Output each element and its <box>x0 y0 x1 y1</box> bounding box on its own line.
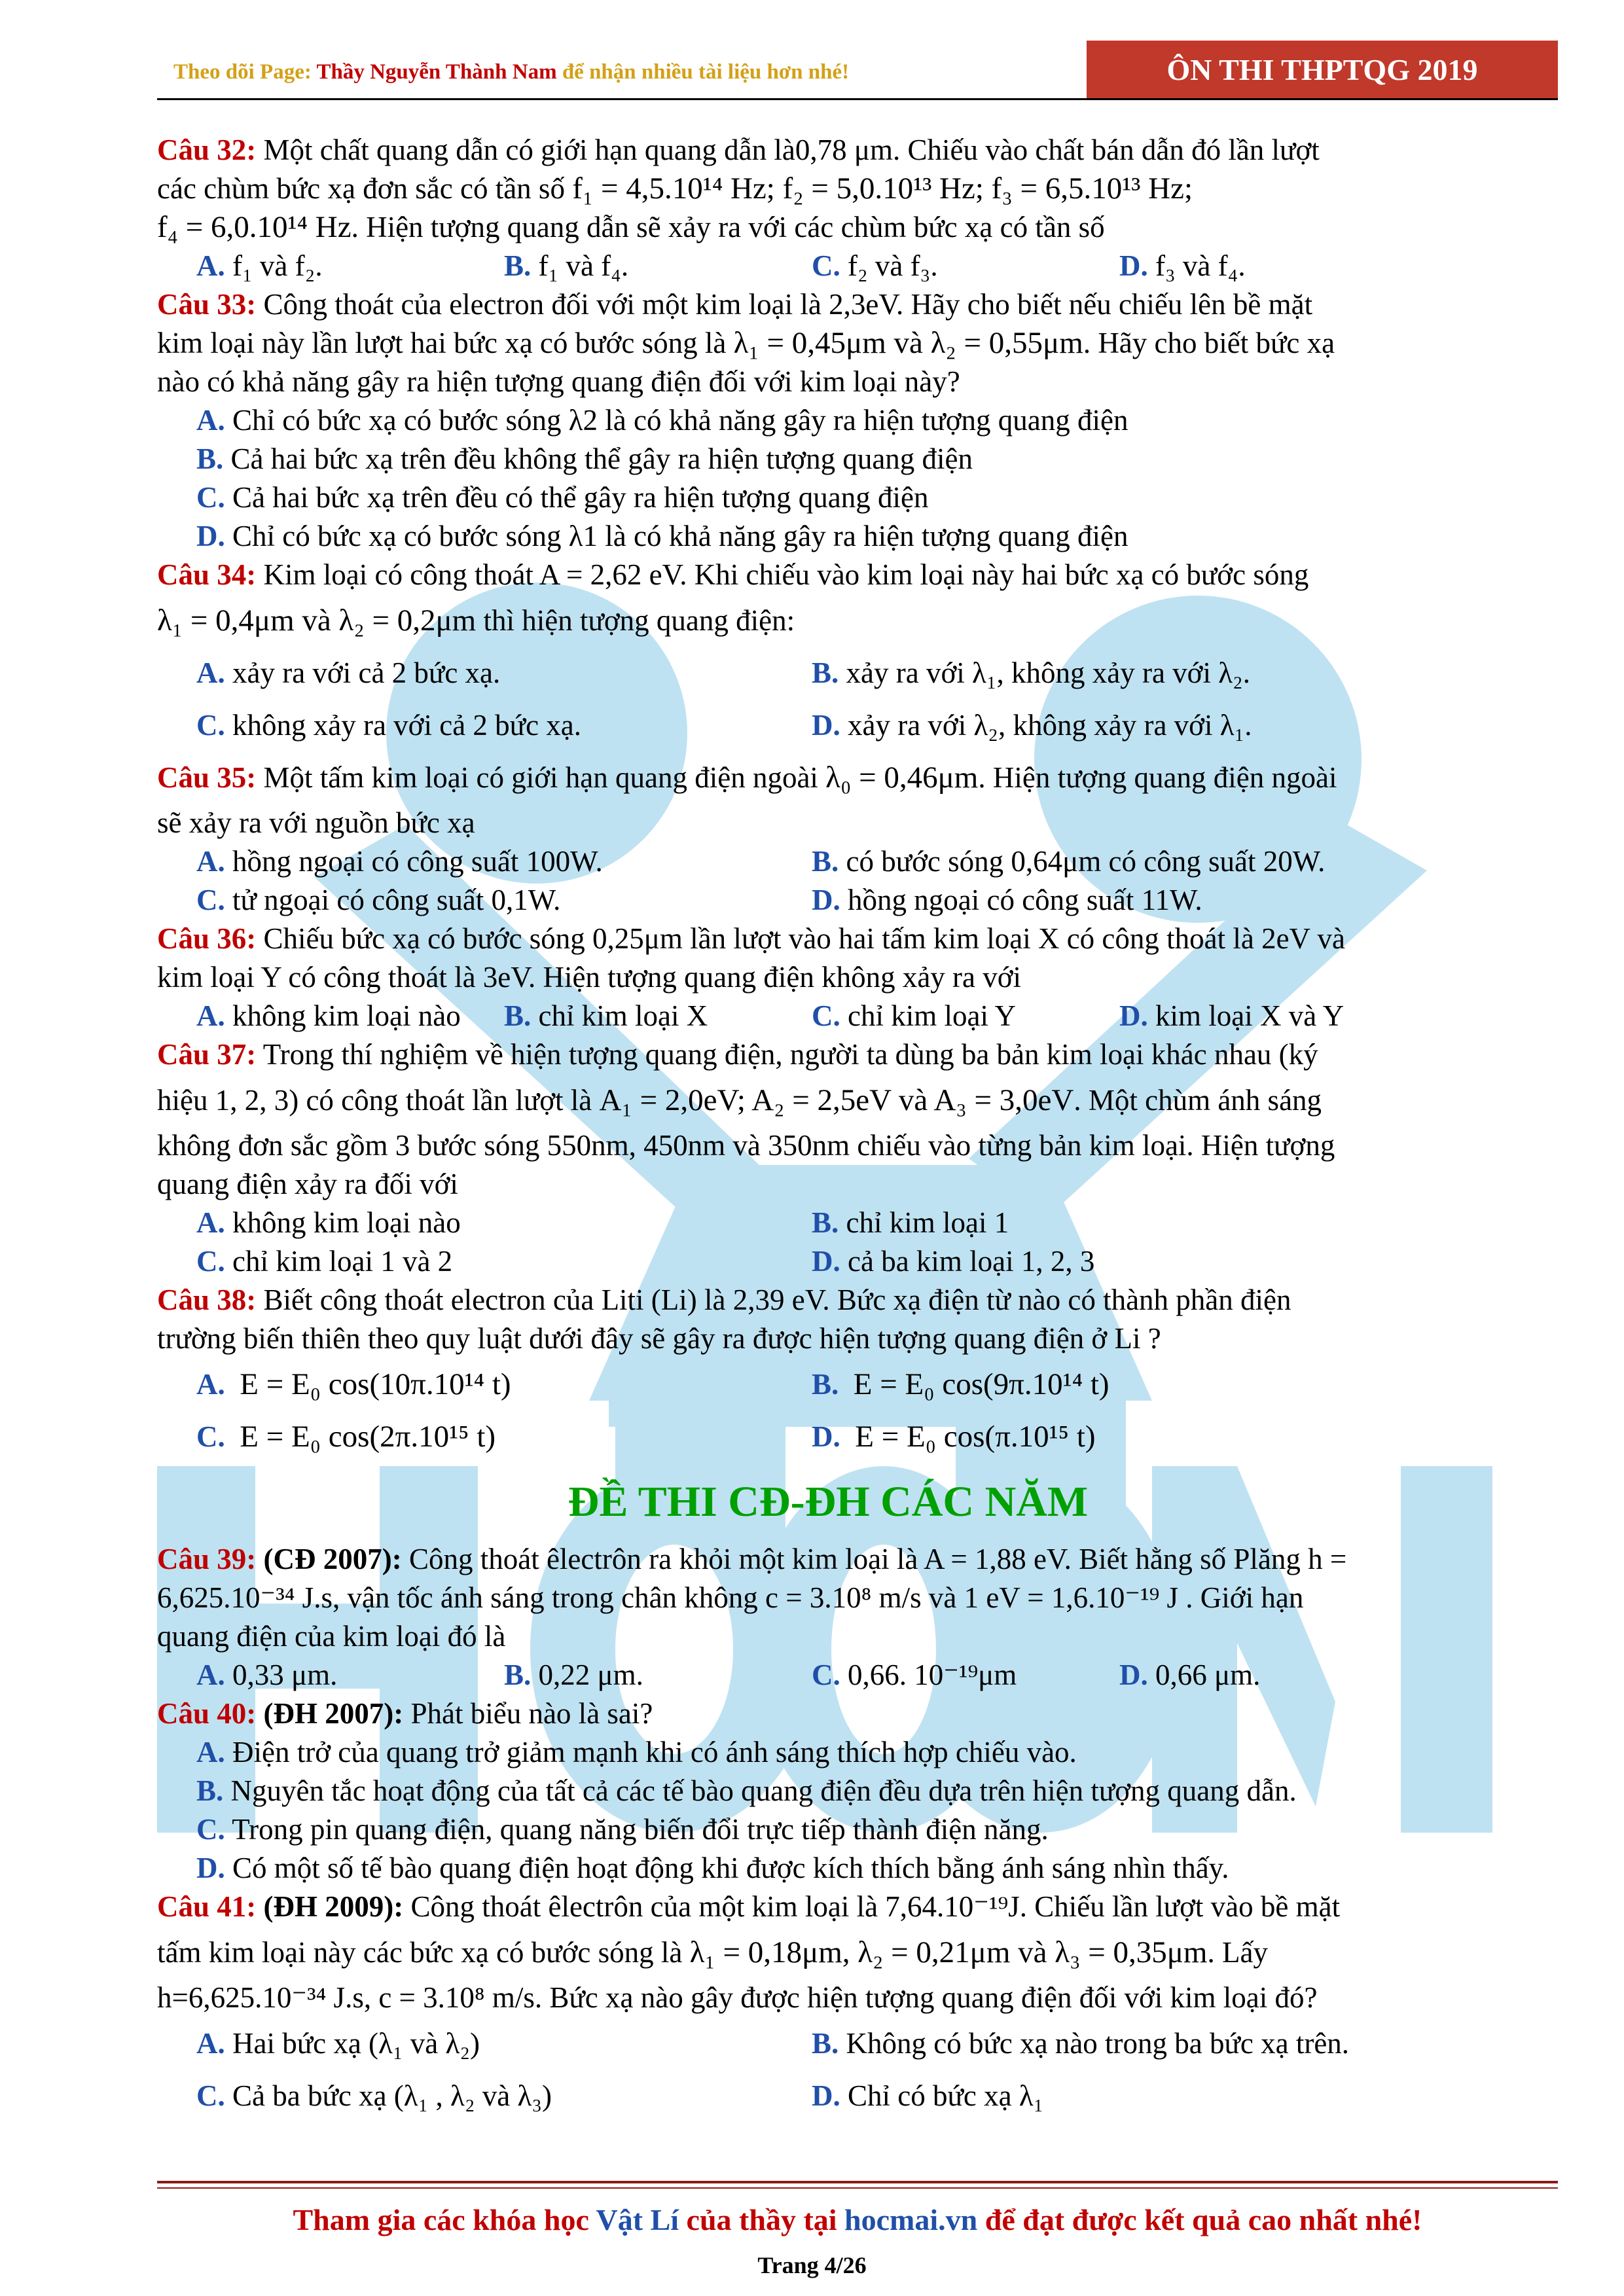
question-label: Câu 37: <box>157 1038 257 1071</box>
option-d <box>1119 247 1427 285</box>
option-d <box>812 1242 1427 1281</box>
formula: E = E₀ cos(π.10¹⁵ t) <box>855 1420 1096 1454</box>
option-text: Nguyên tắc hoạt động của tất cả các tế bào quang điện đều dựa trên hiện tượng quang dẫn. <box>230 1774 1297 1807</box>
option-text: f₃ và f₄. <box>1155 249 1246 282</box>
option-letter: B. <box>504 999 532 1032</box>
options-row <box>157 699 1499 751</box>
option-letter: D. <box>196 520 225 552</box>
options-row <box>157 997 1499 1035</box>
option-text: không xảy ra với cả 2 bức xạ. <box>232 709 582 742</box>
option-c <box>157 478 1499 517</box>
option-text: kim loại X và Y <box>1155 999 1344 1032</box>
option-letter: D. <box>1119 249 1148 282</box>
option-letter: C. <box>812 1659 840 1691</box>
formula: f₁ = 4,5.10¹⁴ Hz; f₂ = 5,0.10¹³ Hz; f₃ = 6,5.10¹³ Hz; <box>572 171 1193 206</box>
question-text: hiệu 1, 2, 3) có công thoát lần lượt là <box>157 1084 600 1117</box>
option-letter: D. <box>1119 1659 1148 1691</box>
question-33 <box>157 285 1499 324</box>
options-row <box>157 1656 1499 1695</box>
option-text: Chỉ có bức xạ có bước sóng λ1 là có khả năng gây ra hiện tượng quang điện <box>232 520 1128 552</box>
question-label: Câu 34: <box>157 558 257 591</box>
formula: λ₁ = 0,18μm, λ₂ = 0,21μm và λ₃ = 0,35μm <box>689 1935 1208 1969</box>
footer-text: để đạt được kết quả cao nhất nhé! <box>977 2203 1422 2236</box>
option-letter: A. <box>196 845 225 878</box>
question-text: . Một chùm ánh sáng <box>1074 1084 1322 1117</box>
question-38 <box>157 1281 1499 1319</box>
option-letter: A. <box>196 999 225 1032</box>
options-row <box>157 842 1499 881</box>
option-d <box>812 2070 1427 2122</box>
question-text: Phát biểu nào là sai? <box>403 1697 653 1730</box>
question-text: Công thoát êlectrôn ra khỏi một kim loại là A = 1,88 eV. Biết hằng số Plăng h = <box>401 1543 1347 1575</box>
option-letter: C. <box>196 709 225 742</box>
question-label: Câu 40: <box>157 1697 257 1730</box>
question-text: Chiếu bức xạ có bước sóng 0,25μm lần lượt vào hai tấm kim loại X có công thoát là 2eV và <box>256 922 1345 955</box>
option-a <box>196 247 504 285</box>
question-text: . Hiện tượng quang điện ngoài <box>978 761 1337 794</box>
option-letter: D. <box>196 1852 225 1884</box>
option-d <box>157 517 1499 556</box>
option-d <box>812 881 1427 920</box>
option-b <box>812 2017 1427 2070</box>
question-text: thì hiện tượng quang điện: <box>476 604 795 637</box>
question-text: kim loại này lần lượt hai bức xạ có bước sóng là <box>157 327 734 359</box>
option-letter: D. <box>1119 999 1148 1032</box>
option-c <box>196 2070 812 2122</box>
option-letter: D. <box>812 1420 840 1453</box>
question-label: Câu 35: <box>157 761 257 794</box>
option-letter: A. <box>196 1659 225 1691</box>
question-text-line <box>157 1926 1499 1979</box>
options-row <box>157 1204 1499 1242</box>
footer-text: Tham gia các khóa học <box>293 2203 596 2236</box>
option-b <box>812 842 1427 881</box>
option-d <box>1119 997 1427 1035</box>
options-row <box>157 1358 1499 1410</box>
option-letter: B. <box>812 2027 839 2060</box>
question-text-line <box>157 594 1499 647</box>
option-c <box>812 997 1119 1035</box>
option-letter: C. <box>196 884 225 916</box>
option-a <box>196 2017 812 2070</box>
question-text-line: sẽ xảy ra với nguồn bức xạ <box>157 806 475 839</box>
option-c <box>196 1410 812 1463</box>
question-label: Câu 32: <box>157 134 257 166</box>
option-text: 0,66. 10⁻¹⁹μm <box>848 1659 1017 1691</box>
option-letter: C. <box>196 2079 225 2112</box>
option-text: Không có bức xạ nào trong ba bức xạ trên. <box>846 2027 1350 2060</box>
header-promo <box>173 60 849 84</box>
options-row <box>157 2070 1499 2122</box>
question-34 <box>157 556 1499 594</box>
footer-promo <box>157 2202 1558 2237</box>
question-text-line: quang điện xảy ra đối với <box>157 1168 458 1200</box>
option-text: 0,22 μm. <box>538 1659 643 1691</box>
option-a <box>196 1204 812 1242</box>
exam-tag: (ĐH 2007): <box>256 1697 404 1730</box>
option-b <box>812 1358 1427 1410</box>
question-39 <box>157 1540 1499 1579</box>
option-letter: D. <box>812 884 840 916</box>
option-c <box>196 1242 812 1281</box>
question-text-line <box>157 208 1499 247</box>
option-letter: C. <box>196 1245 225 1278</box>
option-text: f₂ và f₃. <box>848 249 938 282</box>
option-c <box>812 1656 1119 1695</box>
option-c <box>157 1810 1499 1849</box>
header-promo-c: để nhận nhiều tài liệu hơn nhé! <box>556 60 850 84</box>
question-text-line <box>157 1074 1499 1126</box>
formula: λ₁ = 0,45μm và λ₂ = 0,55μm <box>733 326 1083 360</box>
question-text: Công thoát êlectrôn của một kim loại là 7,64.10⁻¹⁹J. Chiếu lần lượt vào bề mặt <box>403 1890 1341 1923</box>
option-text: Có một số tế bào quang điện hoạt động khi được kích thích bằng ánh sáng nhìn thấy. <box>232 1852 1229 1884</box>
option-text: Điện trở của quang trở giảm mạnh khi có ánh sáng thích hợp chiếu vào. <box>232 1736 1077 1768</box>
question-label: Câu 38: <box>157 1283 257 1316</box>
option-b <box>157 440 1499 478</box>
option-c <box>196 881 812 920</box>
question-36 <box>157 920 1499 958</box>
option-a <box>196 997 504 1035</box>
option-d <box>157 1849 1499 1888</box>
option-letter: A. <box>196 1736 225 1768</box>
question-text: . Lấy <box>1207 1936 1268 1969</box>
question-text-line: 6,625.10⁻³⁴ J.s, vận tốc ánh sáng trong chân không c = 3.10⁸ m/s và 1 eV = 1,6.10⁻¹⁹ J . Giới hạn <box>157 1581 1304 1614</box>
option-c <box>812 247 1119 285</box>
formula: E = E₀ cos(2π.10¹⁵ t) <box>240 1420 496 1454</box>
question-text-line: h=6,625.10⁻³⁴ J.s, c = 3.10⁸ m/s. Bức xạ nào gây được hiện tượng quang điện đối với kim loại đó? <box>157 1981 1318 2014</box>
option-b <box>504 1656 812 1695</box>
formula: E = E₀ cos(9π.10¹⁴ t) <box>853 1367 1110 1401</box>
option-text: hồng ngoại có công suất 11W. <box>848 884 1202 916</box>
option-b <box>812 1204 1427 1242</box>
option-letter: D. <box>812 2079 840 2112</box>
option-b <box>812 647 1427 699</box>
option-text: hồng ngoại có công suất 100W. <box>232 845 603 878</box>
option-letter: C. <box>196 1420 225 1453</box>
footer-text: của thầy tại <box>679 2203 845 2236</box>
option-text: Hai bức xạ (λ₁ và λ₂) <box>232 2027 480 2060</box>
question-text: . Hiện tượng quang dẫn sẽ xảy ra với các chùm bức xạ có tần số <box>351 211 1105 243</box>
options-row <box>157 247 1499 285</box>
option-letter: C. <box>196 481 225 514</box>
option-text: 0,66 μm. <box>1155 1659 1261 1691</box>
option-text: 0,33 μm. <box>232 1659 338 1691</box>
option-letter: C. <box>812 249 840 282</box>
footer-divider-thin <box>157 2187 1558 2189</box>
option-text: Cả hai bức xạ trên đều không thể gây ra hiện tượng quang điện <box>230 442 973 475</box>
option-letter: C. <box>196 1813 225 1846</box>
option-text: Chỉ có bức xạ có bước sóng λ2 là có khả năng gây ra hiện tượng quang điện <box>232 404 1128 437</box>
exam-tag: (ĐH 2009): <box>256 1890 404 1923</box>
option-letter: B. <box>196 1774 224 1807</box>
option-letter: A. <box>196 404 225 437</box>
option-c <box>196 699 812 751</box>
question-text-line: quang điện của kim loại đó là <box>157 1620 506 1653</box>
option-d <box>812 1410 1427 1463</box>
option-b <box>504 997 812 1035</box>
option-letter: B. <box>504 249 532 282</box>
option-a <box>196 1656 504 1695</box>
formula: A₁ = 2,0eV; A₂ = 2,5eV và A₃ = 3,0eV <box>599 1083 1074 1117</box>
formula: λ₀ = 0,46μm <box>825 761 979 795</box>
option-a <box>196 647 812 699</box>
page-number: Trang 4/26 <box>757 2252 867 2278</box>
footer-subject: Vật Lí <box>596 2203 679 2236</box>
header-promo-a: Theo dõi Page: <box>173 60 317 84</box>
option-letter: B. <box>196 442 224 475</box>
option-letter: A. <box>196 249 225 282</box>
option-text: Chỉ có bức xạ λ₁ <box>848 2079 1044 2112</box>
question-text: Trong thí nghiệm về hiện tượng quang điện, người ta dùng ba bản kim loại khác nhau (ký <box>256 1038 1318 1071</box>
question-text: Một tấm kim loại có giới hạn quang điện ngoài <box>256 761 826 794</box>
question-40 <box>157 1695 1499 1733</box>
options-row <box>157 647 1499 699</box>
question-label: Câu 36: <box>157 922 257 955</box>
question-text-line: trường biến thiên theo quy luật dưới đây sẽ gây ra được hiện tượng quang điện ở Li ? <box>157 1322 1161 1355</box>
option-letter: B. <box>812 1206 839 1239</box>
question-text: Công thoát của electron đối với một kim loại là 2,3eV. Hãy cho biết nếu chiếu lên bề mặt <box>256 288 1313 321</box>
option-a <box>157 401 1499 440</box>
option-letter: A. <box>196 1206 225 1239</box>
option-text: cả ba kim loại 1, 2, 3 <box>848 1245 1095 1278</box>
options-row <box>157 1410 1499 1463</box>
footer-divider <box>157 2181 1558 2183</box>
option-text: chỉ kim loại 1 và 2 <box>232 1245 453 1278</box>
header-divider <box>157 98 1558 100</box>
option-text: có bước sóng 0,64μm có công suất 20W. <box>846 845 1326 878</box>
option-a <box>157 1733 1499 1772</box>
option-b <box>504 247 812 285</box>
question-text-line: kim loại Y có công thoát là 3eV. Hiện tượng quang điện không xảy ra với <box>157 961 1022 994</box>
question-text: Biết công thoát electron của Liti (Li) là 2,39 eV. Bức xạ điện từ nào có thành phần điện <box>256 1283 1291 1316</box>
option-text: xảy ra với cả 2 bức xạ. <box>232 656 501 689</box>
option-a <box>196 842 812 881</box>
question-text-line: nào có khả năng gây ra hiện tượng quang điện đối với kim loại này? <box>157 365 960 398</box>
option-letter: B. <box>812 845 839 878</box>
option-text: Cả ba bức xạ (λ₁ , λ₂ và λ₃) <box>232 2079 552 2112</box>
option-text: chỉ kim loại Y <box>848 999 1017 1032</box>
option-b <box>157 1772 1499 1810</box>
header-teacher-name: Thầy Nguyễn Thành Nam <box>316 60 557 84</box>
option-text: xảy ra với λ₂, không xảy ra với λ₁. <box>848 709 1252 742</box>
formula: E = E₀ cos(10π.10¹⁴ t) <box>240 1367 511 1401</box>
option-text: chỉ kim loại 1 <box>846 1206 1009 1239</box>
question-text: . Hãy cho biết bức xạ <box>1083 327 1335 359</box>
option-text: Cả hai bức xạ trên đều có thể gây ra hiện tượng quang điện <box>232 481 929 514</box>
option-letter: D. <box>812 709 840 742</box>
header-exam-badge: ÔN THI THPTQG 2019 <box>1087 41 1558 98</box>
question-35 <box>157 751 1499 804</box>
option-letter: B. <box>812 1368 839 1401</box>
option-letter: A. <box>196 656 225 689</box>
question-text-line <box>157 324 1499 363</box>
option-letter: A. <box>196 2027 225 2060</box>
option-d <box>1119 1656 1427 1695</box>
option-letter: A. <box>196 1368 225 1401</box>
question-text: Một chất quang dẫn có giới hạn quang dẫn là0,78 μm. Chiếu vào chất bán dẫn đó lần lượt <box>256 134 1320 166</box>
question-label: Câu 39: <box>157 1543 257 1575</box>
option-letter: B. <box>504 1659 532 1691</box>
options-row <box>157 881 1499 920</box>
options-row <box>157 2017 1499 2070</box>
option-text: f₁ và f₄. <box>538 249 629 282</box>
option-text: không kim loại nào <box>232 1206 461 1239</box>
option-d <box>812 699 1427 751</box>
question-41 <box>157 1888 1499 1926</box>
question-text-line: không đơn sắc gồm 3 bước sóng 550nm, 450nm và 350nm chiếu vào từng bản kim loại. Hiện tượng <box>157 1129 1335 1162</box>
option-letter: C. <box>812 999 840 1032</box>
option-letter: B. <box>812 656 839 689</box>
formula: f₄ = 6,0.10¹⁴ Hz <box>157 210 352 244</box>
question-37 <box>157 1035 1499 1074</box>
exam-tag: (CĐ 2007): <box>256 1543 402 1575</box>
option-text: chỉ kim loại X <box>538 999 708 1032</box>
formula: λ₁ = 0,4μm và λ₂ = 0,2μm <box>157 603 477 637</box>
question-label: Câu 41: <box>157 1890 257 1923</box>
option-text: f₁ và f₂. <box>232 249 323 282</box>
question-text: các chùm bức xạ đơn sắc có tần số <box>157 172 573 205</box>
question-text: tấm kim loại này các bức xạ có bước sóng là <box>157 1936 690 1969</box>
option-a <box>196 1358 812 1410</box>
question-label: Câu 33: <box>157 288 257 321</box>
question-32 <box>157 131 1499 170</box>
option-letter: D. <box>812 1245 840 1278</box>
option-text: không kim loại nào <box>232 999 461 1032</box>
option-text: xảy ra với λ₁, không xảy ra với λ₂. <box>846 656 1250 689</box>
question-text-line <box>157 170 1499 208</box>
footer-site-link[interactable]: hocmai.vn <box>844 2203 978 2236</box>
section-title: ĐỀ THI CĐ-ĐH CÁC NĂM <box>568 1478 1089 1526</box>
question-text: Kim loại có công thoát A = 2,62 eV. Khi chiếu vào kim loại này hai bức xạ có bước sóng <box>256 558 1309 591</box>
option-text: tử ngoại có công suất 0,1W. <box>232 884 561 916</box>
options-row <box>157 1242 1499 1281</box>
option-text: Trong pin quang điện, quang năng biến đổi trực tiếp thành điện năng. <box>232 1813 1049 1846</box>
page-content <box>157 131 1499 2122</box>
